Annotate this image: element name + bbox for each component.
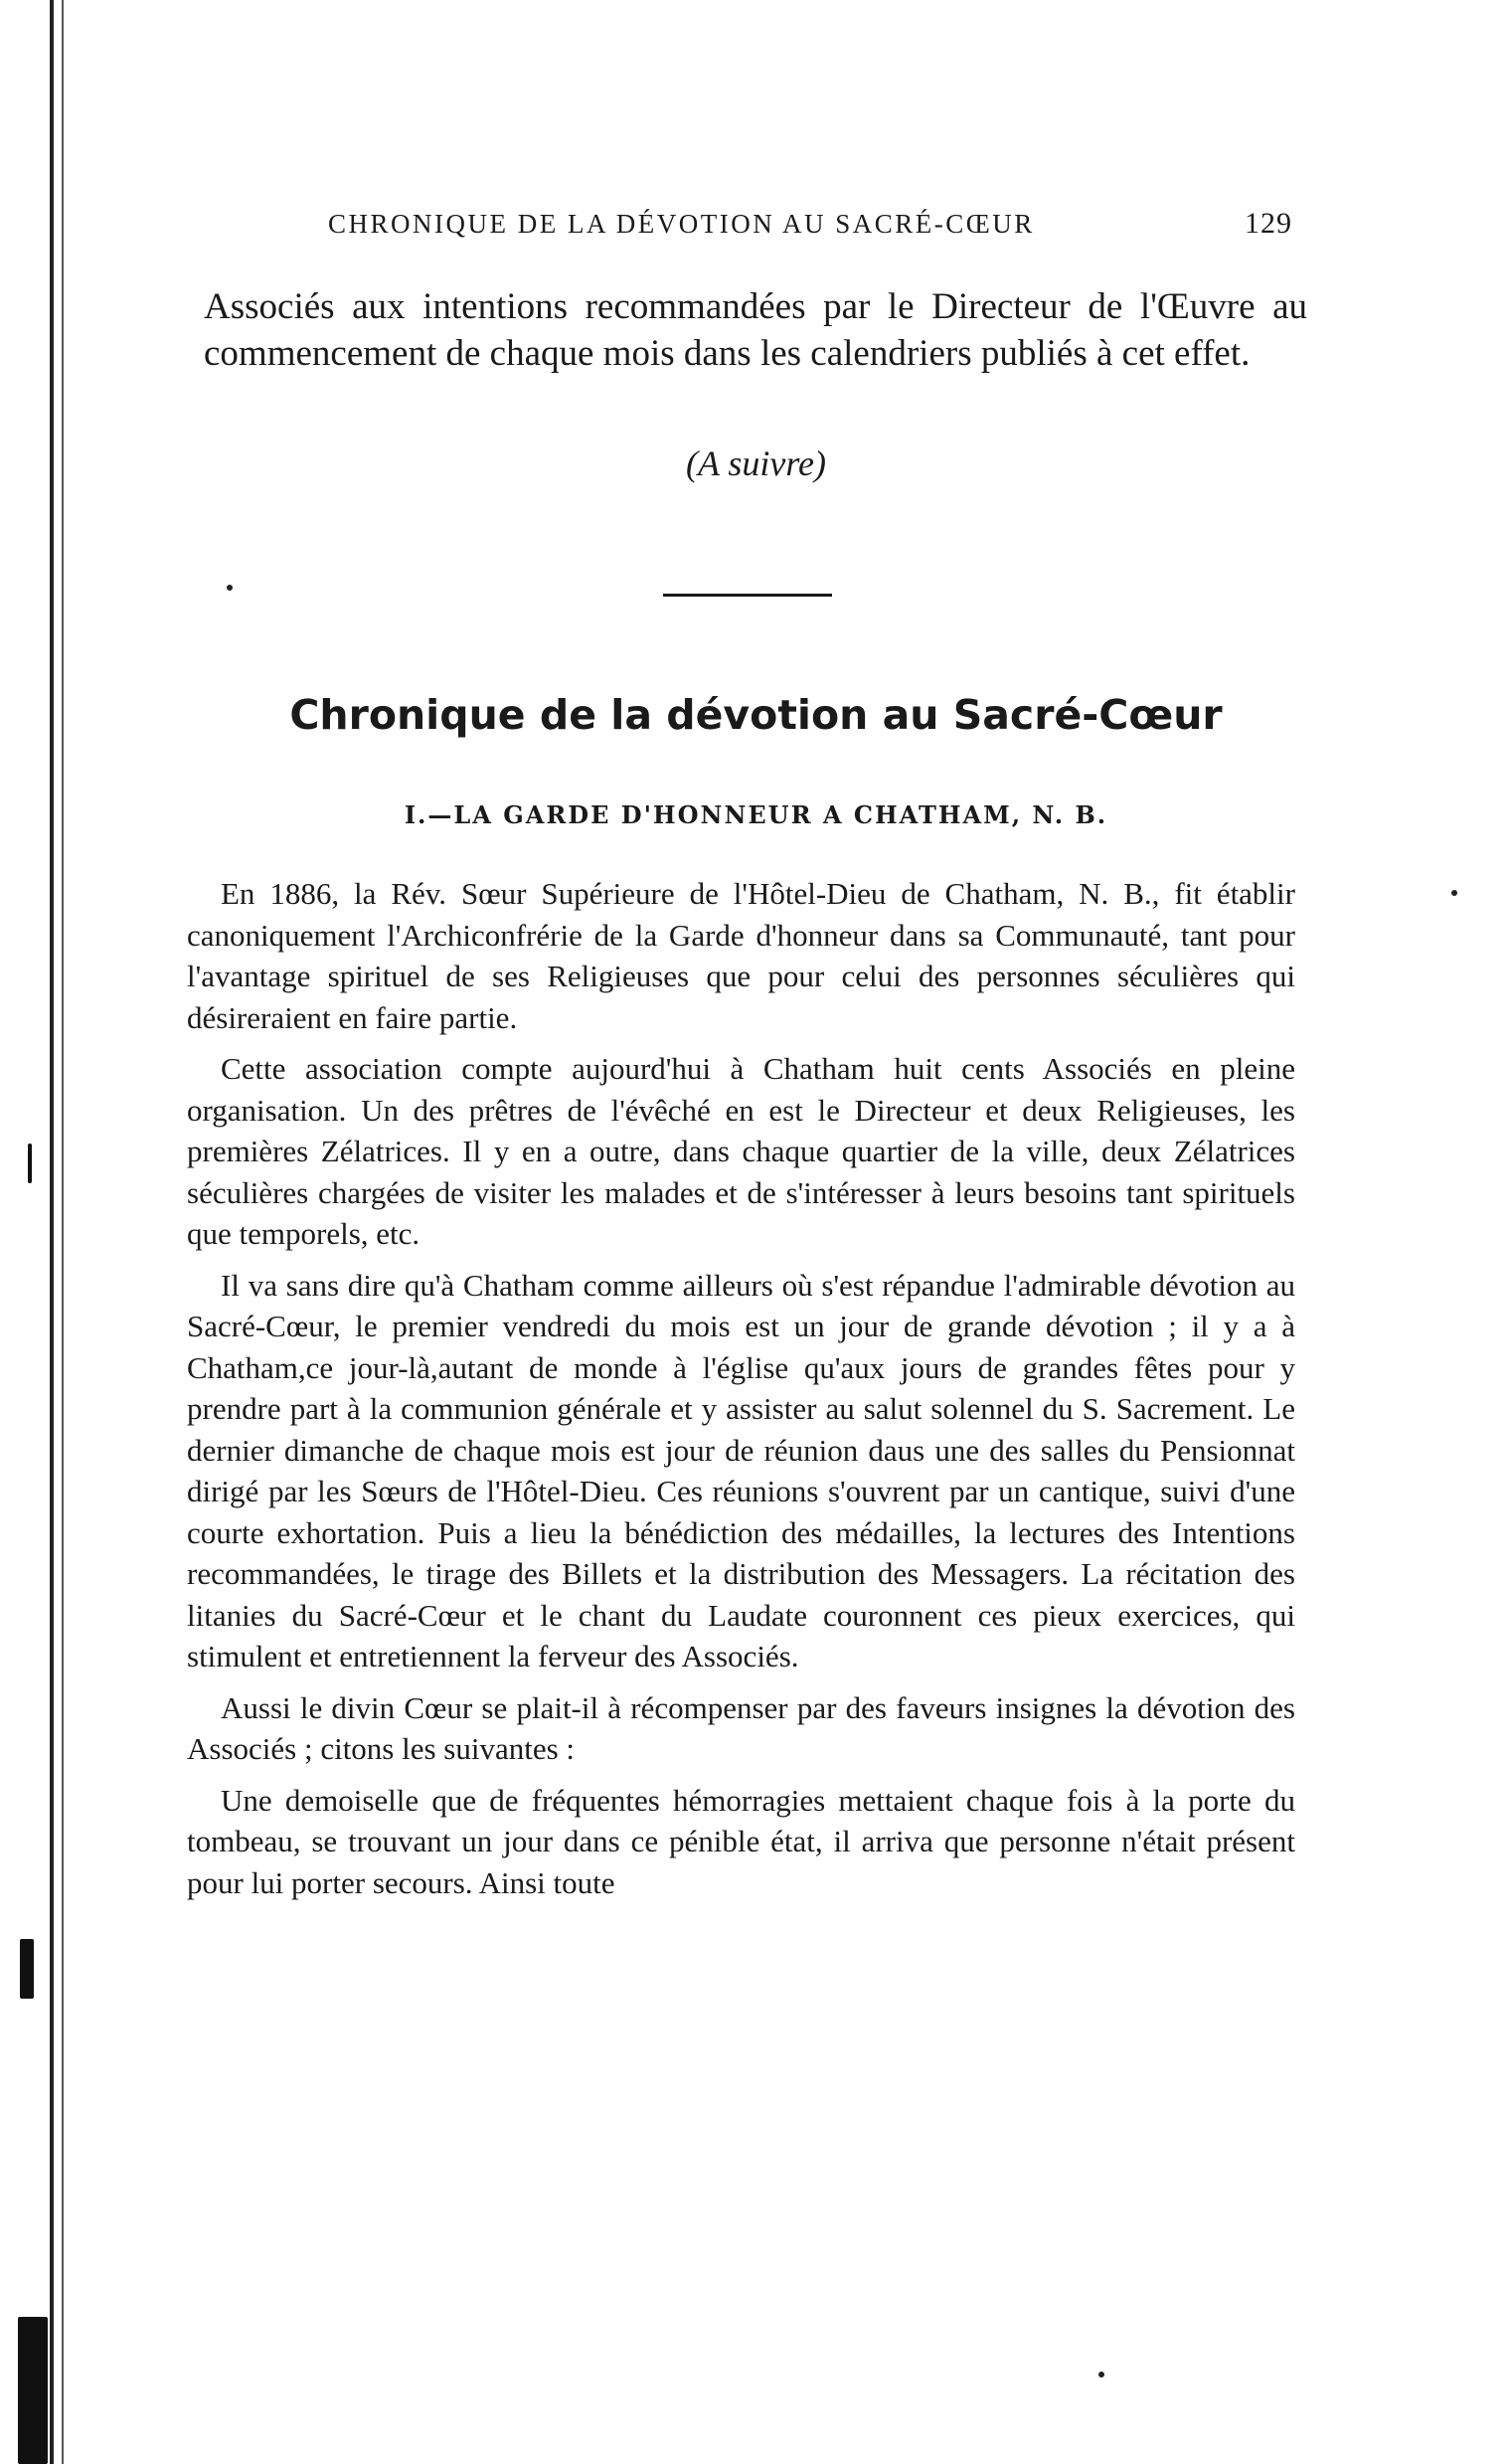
scan-edge-mark xyxy=(20,1939,34,1999)
running-head-title: CHRONIQUE DE LA DÉVOTION AU SACRÉ-CŒUR xyxy=(328,209,1035,239)
body-paragraph: Cette association compte aujourd'hui à Chatham huit cents Associés en pleine organisation. Un des prêtres de l'évêché en est le Directeur et deux Religieuses, les premières Zélatrices. Il y en a outre, dans chaque quartier de la ville, deux Zélatrices séculières chargées de visiter les malades et de s'intéresser à leurs besoins tant spirituels que temporels, etc. xyxy=(187,1051,1295,1251)
scan-speck xyxy=(227,585,233,591)
scan-edge-line xyxy=(62,0,64,2464)
body-paragraph: Aussi le divin Cœur se plait-il à récompenser par des faveurs insignes la dévotion des Associés ; citons les suivantes : xyxy=(187,1689,1295,1766)
scan-edge-mark xyxy=(18,2317,48,2464)
scan-edge-mark xyxy=(28,1144,32,1183)
continuation-paragraph: Associés aux intentions recommandées par le Directeur de l'Œuvre au commencement de chaque mois dans les calendriers publiés à cet effet. xyxy=(204,286,1307,374)
section-divider-rule xyxy=(663,594,832,597)
continuation-block xyxy=(204,283,1307,377)
running-head xyxy=(328,207,1292,241)
article-body xyxy=(187,873,1295,1903)
page-number: 129 xyxy=(1245,207,1292,240)
article-title: Chronique de la dévotion au Sacré-Cœur xyxy=(289,691,1223,739)
body-paragraph: En 1886, la Rév. Sœur Supérieure de l'Hôtel-Dieu de Chatham, N. B., fit établir canoniquement l'Archiconfrérie de la Garde d'honneur dans sa Communauté, tant pour l'avantage spirituel de ses Religieuses que pour celui des personnes séculières qui désireraient en faire partie. xyxy=(187,876,1295,1035)
section-heading: I.—LA GARDE D'HONNEUR A CHATHAM, N. B. xyxy=(404,800,1108,829)
body-paragraph: Il va sans dire qu'à Chatham comme ailleurs où s'est répandue l'admirable dévotion au Sacré-Cœur, le premier vendredi du mois est un jour de grande dévotion ; il y a à Chatham,ce jour-là,autant de monde à l'église qu'aux jours de grandes fêtes pour y prendre part à la communion générale et y assister au salut solennel du S. Sacrement. Le dernier dimanche de chaque mois est jour de réunion daus une des salles du Pensionnat dirigé par les Sœurs de l'Hôtel-Dieu. Ces réunions s'ouvrent par un cantique, suivi d'une courte exhortation. Puis a lieu la bénédiction des médailles, la lectures des Intentions recommandées, le tirage des Billets et la distribution des Messagers. La récitation des litanies du Sacré-Cœur et le chant du Laudate couronnent ces pieux exercices, qui stimulent et entretiennent la ferveur des Associés. xyxy=(187,1267,1295,1673)
scan-speck xyxy=(1451,890,1457,896)
to-be-continued-note: (A suivre) xyxy=(686,443,826,483)
scan-speck xyxy=(1098,2372,1104,2377)
scan-edge-line xyxy=(50,0,54,2464)
body-paragraph: Une demoiselle que de fréquentes hémorragies mettaient chaque fois à la porte du tombeau, se trouvant un jour dans ce pénible état, il arriva que personne n'était présent pour lui porter secours. Ainsi toute xyxy=(187,1782,1295,1900)
